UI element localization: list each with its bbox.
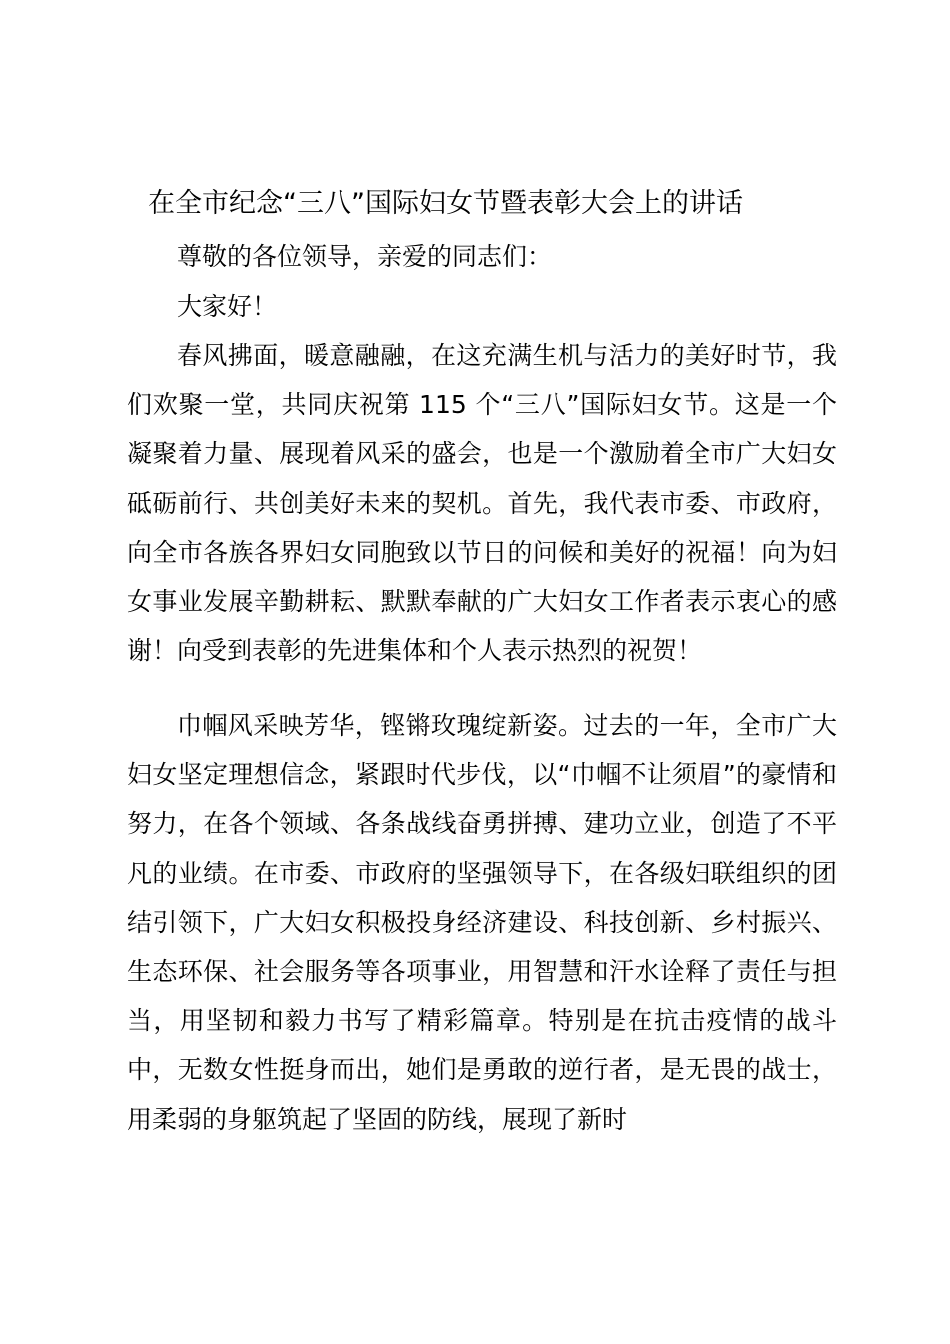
speech-title: 在全市纪念“三八”国际妇女节暨表彰大会上的讲话 — [148, 188, 743, 219]
salutation-line: 尊敬的各位领导，亲爱的同志们： — [177, 242, 553, 271]
greeting-line: 大家好！ — [177, 292, 278, 321]
paragraph-spring: 春风拂面，暖意融融，在这充满生机与活力的美好时节，我们欢聚一堂，共同庆祝第 115 个“三八”国际妇女节。这是一个凝聚着力量、展现着风采的盛会，也是一个激励着全市广大妇女砥砺前行、共创美好未来的契机。首先，我代表市委、市政府，向全市各族各界妇女同胞致以节日的问候和美好的祝福！向为妇女事业发展辛勤耕耘、默默奉献的广大妇女工作者表示衷心的感谢！向受到表彰的先进集体和个人表示热烈的祝贺！ — [127, 341, 837, 666]
paragraph-achievements: 巾帼风采映芳华，铿锵玫瑰绽新姿。过去的一年，全市广大妇女坚定理想信念，紧跟时代步伐，以“巾帼不让须眉”的豪情和努力，在各个领域、各条战线奋勇拼搏、建功立业，创造了不平凡的业绩。在市委、市政府的坚强领导下，在各级妇联组织的团结引领下，广大妇女积极投身经济建设、科技创新、乡村振兴、生态环保、社会服务等各项事业，用智慧和汗水诠释了责任与担当，用坚韧和毅力书写了精彩篇章。特别是在抗击疫情的战斗中，无数女性挺身而出，她们是勇敢的逆行者，是无畏的战士，用柔弱的身躯筑起了坚固的防线，展现了新时 — [127, 711, 837, 1134]
